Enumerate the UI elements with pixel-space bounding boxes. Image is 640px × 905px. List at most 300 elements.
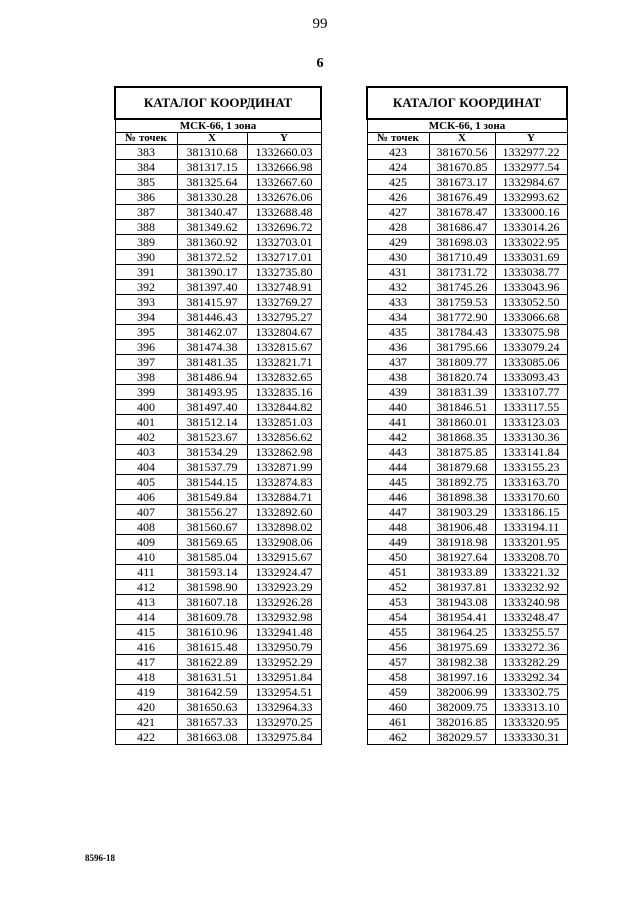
y-coordinate-cell: 1332851.03 — [247, 415, 321, 430]
y-coordinate-cell: 1332703.01 — [247, 235, 321, 250]
catalog-title: КАТАЛОГ КООРДИНАТ — [115, 87, 321, 119]
x-coordinate-cell: 381918.98 — [429, 535, 495, 550]
x-coordinate-cell: 381784.43 — [429, 325, 495, 340]
x-coordinate-cell: 381310.68 — [177, 145, 247, 160]
table-row — [367, 670, 567, 685]
point-number-cell: 454 — [367, 610, 429, 625]
table-row — [115, 580, 321, 595]
x-coordinate-cell: 381860.01 — [429, 415, 495, 430]
point-number-cell: 427 — [367, 205, 429, 220]
x-coordinate-cell: 381745.26 — [429, 280, 495, 295]
x-coordinate-cell: 381556.27 — [177, 505, 247, 520]
y-coordinate-cell: 1333186.15 — [495, 505, 567, 520]
y-coordinate-cell: 1332660.03 — [247, 145, 321, 160]
footer-code: 8596-18 — [85, 853, 115, 863]
y-coordinate-cell: 1333302.75 — [495, 685, 567, 700]
point-number-cell: 433 — [367, 295, 429, 310]
x-coordinate-cell: 381676.49 — [429, 190, 495, 205]
y-coordinate-cell: 1332871.99 — [247, 460, 321, 475]
table-row — [367, 730, 567, 745]
table-body-right — [367, 145, 567, 745]
table-row — [367, 295, 567, 310]
point-number-cell: 390 — [115, 250, 177, 265]
point-number-cell: 396 — [115, 340, 177, 355]
x-coordinate-cell: 381549.84 — [177, 490, 247, 505]
point-number-cell: 425 — [367, 175, 429, 190]
y-coordinate-cell: 1332915.67 — [247, 550, 321, 565]
x-coordinate-cell: 381534.29 — [177, 445, 247, 460]
column-header-y: Y — [495, 133, 567, 145]
table-row — [115, 520, 321, 535]
y-coordinate-cell: 1332804.67 — [247, 325, 321, 340]
table-row — [115, 385, 321, 400]
table-row — [115, 370, 321, 385]
y-coordinate-cell: 1332688.48 — [247, 205, 321, 220]
table-row — [367, 250, 567, 265]
point-number-cell: 462 — [367, 730, 429, 745]
x-coordinate-cell: 381372.52 — [177, 250, 247, 265]
x-coordinate-cell: 381512.14 — [177, 415, 247, 430]
x-coordinate-cell: 381759.53 — [429, 295, 495, 310]
x-coordinate-cell: 381809.77 — [429, 355, 495, 370]
y-coordinate-cell: 1333093.43 — [495, 370, 567, 385]
point-number-cell: 448 — [367, 520, 429, 535]
y-coordinate-cell: 1332932.98 — [247, 610, 321, 625]
x-coordinate-cell: 381650.63 — [177, 700, 247, 715]
point-number-cell: 413 — [115, 595, 177, 610]
point-number-cell: 420 — [115, 700, 177, 715]
y-coordinate-cell: 1332975.84 — [247, 730, 321, 745]
x-coordinate-cell: 381943.08 — [429, 595, 495, 610]
point-number-cell: 460 — [367, 700, 429, 715]
y-coordinate-cell: 1333194.11 — [495, 520, 567, 535]
x-coordinate-cell: 381493.95 — [177, 385, 247, 400]
x-coordinate-cell: 381964.25 — [429, 625, 495, 640]
point-number-cell: 432 — [367, 280, 429, 295]
y-coordinate-cell: 1332977.54 — [495, 160, 567, 175]
x-coordinate-cell: 381615.48 — [177, 640, 247, 655]
point-number-cell: 384 — [115, 160, 177, 175]
y-coordinate-cell: 1332815.67 — [247, 340, 321, 355]
table-row — [115, 145, 321, 160]
point-number-cell: 398 — [115, 370, 177, 385]
x-coordinate-cell: 381610.96 — [177, 625, 247, 640]
point-number-cell: 391 — [115, 265, 177, 280]
x-coordinate-cell: 381903.29 — [429, 505, 495, 520]
x-coordinate-cell: 381593.14 — [177, 565, 247, 580]
point-number-cell: 423 — [367, 145, 429, 160]
point-number-cell: 445 — [367, 475, 429, 490]
y-coordinate-cell: 1332977.22 — [495, 145, 567, 160]
point-number-cell: 404 — [115, 460, 177, 475]
point-number-cell: 452 — [367, 580, 429, 595]
y-coordinate-cell: 1333292.34 — [495, 670, 567, 685]
y-coordinate-cell: 1333052.50 — [495, 295, 567, 310]
x-coordinate-cell: 381663.08 — [177, 730, 247, 745]
point-number-cell: 442 — [367, 430, 429, 445]
y-coordinate-cell: 1332735.80 — [247, 265, 321, 280]
y-coordinate-cell: 1333141.84 — [495, 445, 567, 460]
y-coordinate-cell: 1332941.48 — [247, 625, 321, 640]
x-coordinate-cell: 381622.89 — [177, 655, 247, 670]
point-number-cell: 447 — [367, 505, 429, 520]
x-coordinate-cell: 381544.15 — [177, 475, 247, 490]
x-coordinate-cell: 381657.33 — [177, 715, 247, 730]
table-row — [367, 640, 567, 655]
x-coordinate-cell: 381933.89 — [429, 565, 495, 580]
y-coordinate-cell: 1333232.92 — [495, 580, 567, 595]
point-number-cell: 428 — [367, 220, 429, 235]
point-number-cell: 422 — [115, 730, 177, 745]
y-coordinate-cell: 1332676.06 — [247, 190, 321, 205]
table-row — [367, 565, 567, 580]
x-coordinate-cell: 381585.04 — [177, 550, 247, 565]
y-coordinate-cell: 1333272.36 — [495, 640, 567, 655]
x-coordinate-cell: 381325.64 — [177, 175, 247, 190]
table-row — [367, 160, 567, 175]
table-row — [367, 610, 567, 625]
x-coordinate-cell: 381330.28 — [177, 190, 247, 205]
point-number-cell: 453 — [367, 595, 429, 610]
x-coordinate-cell: 381415.97 — [177, 295, 247, 310]
point-number-cell: 457 — [367, 655, 429, 670]
y-coordinate-cell: 1333170.60 — [495, 490, 567, 505]
x-coordinate-cell: 381820.74 — [429, 370, 495, 385]
section-number: 6 — [316, 56, 324, 71]
x-coordinate-cell: 381462.07 — [177, 325, 247, 340]
table-row — [367, 355, 567, 370]
x-coordinate-cell: 381937.81 — [429, 580, 495, 595]
y-coordinate-cell: 1333038.77 — [495, 265, 567, 280]
x-coordinate-cell: 381954.41 — [429, 610, 495, 625]
column-header-x: X — [429, 133, 495, 145]
x-coordinate-cell: 381569.65 — [177, 535, 247, 550]
table-row — [115, 655, 321, 670]
x-coordinate-cell: 381631.51 — [177, 670, 247, 685]
x-coordinate-cell: 381609.78 — [177, 610, 247, 625]
table-row — [367, 700, 567, 715]
table-row — [367, 535, 567, 550]
column-header-point: № точек — [367, 133, 429, 145]
x-coordinate-cell: 381879.68 — [429, 460, 495, 475]
table-row — [115, 610, 321, 625]
y-coordinate-cell: 1333014.26 — [495, 220, 567, 235]
y-coordinate-cell: 1332952.29 — [247, 655, 321, 670]
y-coordinate-cell: 1333000.16 — [495, 205, 567, 220]
zone-label: МСК-66, 1 зона — [115, 119, 321, 133]
y-coordinate-cell: 1333208.70 — [495, 550, 567, 565]
point-number-cell: 419 — [115, 685, 177, 700]
table-row — [367, 340, 567, 355]
point-number-cell: 430 — [367, 250, 429, 265]
table-row — [367, 475, 567, 490]
y-coordinate-cell: 1333031.69 — [495, 250, 567, 265]
point-number-cell: 401 — [115, 415, 177, 430]
point-number-cell: 437 — [367, 355, 429, 370]
point-number-cell: 461 — [367, 715, 429, 730]
coordinate-table-right — [366, 86, 568, 745]
x-coordinate-cell: 381673.17 — [429, 175, 495, 190]
table-row — [115, 550, 321, 565]
y-coordinate-cell: 1332835.16 — [247, 385, 321, 400]
x-coordinate-cell: 381875.85 — [429, 445, 495, 460]
point-number-cell: 388 — [115, 220, 177, 235]
x-coordinate-cell: 381486.94 — [177, 370, 247, 385]
y-coordinate-cell: 1333313.10 — [495, 700, 567, 715]
table-row — [115, 175, 321, 190]
point-number-cell: 412 — [115, 580, 177, 595]
y-coordinate-cell: 1333330.31 — [495, 730, 567, 745]
x-coordinate-cell: 382009.75 — [429, 700, 495, 715]
table-row — [367, 595, 567, 610]
table-row — [367, 505, 567, 520]
table-row — [367, 685, 567, 700]
x-coordinate-cell: 381560.67 — [177, 520, 247, 535]
table-row — [115, 205, 321, 220]
point-number-cell: 421 — [115, 715, 177, 730]
x-coordinate-cell: 381678.47 — [429, 205, 495, 220]
y-coordinate-cell: 1333248.47 — [495, 610, 567, 625]
column-header-x: X — [177, 133, 247, 145]
y-coordinate-cell: 1332667.60 — [247, 175, 321, 190]
y-coordinate-cell: 1333163.70 — [495, 475, 567, 490]
x-coordinate-cell: 381446.43 — [177, 310, 247, 325]
point-number-cell: 407 — [115, 505, 177, 520]
table-row — [367, 460, 567, 475]
table-row — [115, 595, 321, 610]
y-coordinate-cell: 1332926.28 — [247, 595, 321, 610]
point-number-cell: 429 — [367, 235, 429, 250]
x-coordinate-cell: 382016.85 — [429, 715, 495, 730]
x-coordinate-cell: 381340.47 — [177, 205, 247, 220]
table-row — [115, 475, 321, 490]
point-number-cell: 436 — [367, 340, 429, 355]
y-coordinate-cell: 1332832.65 — [247, 370, 321, 385]
y-coordinate-cell: 1332696.72 — [247, 220, 321, 235]
point-number-cell: 451 — [367, 565, 429, 580]
y-coordinate-cell: 1333022.95 — [495, 235, 567, 250]
point-number-cell: 385 — [115, 175, 177, 190]
table-row — [115, 355, 321, 370]
y-coordinate-cell: 1333155.23 — [495, 460, 567, 475]
table-row — [367, 280, 567, 295]
x-coordinate-cell: 381892.75 — [429, 475, 495, 490]
x-coordinate-cell: 381731.72 — [429, 265, 495, 280]
point-number-cell: 424 — [367, 160, 429, 175]
column-header-y: Y — [247, 133, 321, 145]
y-coordinate-cell: 1332666.98 — [247, 160, 321, 175]
x-coordinate-cell: 381906.48 — [429, 520, 495, 535]
y-coordinate-cell: 1333320.95 — [495, 715, 567, 730]
y-coordinate-cell: 1333117.55 — [495, 400, 567, 415]
x-coordinate-cell: 382029.57 — [429, 730, 495, 745]
x-coordinate-cell: 381537.79 — [177, 460, 247, 475]
table-row — [115, 190, 321, 205]
table-row — [367, 220, 567, 235]
page-number: 99 — [312, 16, 328, 32]
x-coordinate-cell: 382006.99 — [429, 685, 495, 700]
point-number-cell: 400 — [115, 400, 177, 415]
point-number-cell: 383 — [115, 145, 177, 160]
x-coordinate-cell: 381982.38 — [429, 655, 495, 670]
y-coordinate-cell: 1332874.83 — [247, 475, 321, 490]
y-coordinate-cell: 1333255.57 — [495, 625, 567, 640]
x-coordinate-cell: 381474.38 — [177, 340, 247, 355]
point-number-cell: 403 — [115, 445, 177, 460]
table-row — [115, 295, 321, 310]
point-number-cell: 438 — [367, 370, 429, 385]
table-row — [115, 265, 321, 280]
x-coordinate-cell: 381642.59 — [177, 685, 247, 700]
point-number-cell: 409 — [115, 535, 177, 550]
y-coordinate-cell: 1333107.77 — [495, 385, 567, 400]
table-row — [115, 340, 321, 355]
x-coordinate-cell: 381397.40 — [177, 280, 247, 295]
x-coordinate-cell: 381831.39 — [429, 385, 495, 400]
table-row — [367, 715, 567, 730]
x-coordinate-cell: 381846.51 — [429, 400, 495, 415]
x-coordinate-cell: 381481.35 — [177, 355, 247, 370]
table-row — [115, 235, 321, 250]
y-coordinate-cell: 1333201.95 — [495, 535, 567, 550]
point-number-cell: 399 — [115, 385, 177, 400]
table-row — [115, 700, 321, 715]
y-coordinate-cell: 1332862.98 — [247, 445, 321, 460]
x-coordinate-cell: 381868.35 — [429, 430, 495, 445]
point-number-cell: 387 — [115, 205, 177, 220]
table-row — [367, 400, 567, 415]
table-row — [115, 490, 321, 505]
point-number-cell: 402 — [115, 430, 177, 445]
table-row — [367, 145, 567, 160]
point-number-cell: 450 — [367, 550, 429, 565]
y-coordinate-cell: 1332993.62 — [495, 190, 567, 205]
table-row — [367, 550, 567, 565]
y-coordinate-cell: 1332884.71 — [247, 490, 321, 505]
point-number-cell: 458 — [367, 670, 429, 685]
y-coordinate-cell: 1332984.67 — [495, 175, 567, 190]
point-number-cell: 397 — [115, 355, 177, 370]
table-row — [367, 205, 567, 220]
table-row — [115, 160, 321, 175]
table-row — [115, 415, 321, 430]
x-coordinate-cell: 381795.66 — [429, 340, 495, 355]
point-number-cell: 392 — [115, 280, 177, 295]
y-coordinate-cell: 1332795.27 — [247, 310, 321, 325]
y-coordinate-cell: 1333043.96 — [495, 280, 567, 295]
x-coordinate-cell: 381598.90 — [177, 580, 247, 595]
table-row — [115, 400, 321, 415]
point-number-cell: 449 — [367, 535, 429, 550]
table-row — [367, 325, 567, 340]
catalog-title: КАТАЛОГ КООРДИНАТ — [367, 87, 567, 119]
table-row — [367, 370, 567, 385]
y-coordinate-cell: 1333221.32 — [495, 565, 567, 580]
table-row — [115, 280, 321, 295]
point-number-cell: 405 — [115, 475, 177, 490]
table-row — [115, 640, 321, 655]
point-number-cell: 406 — [115, 490, 177, 505]
point-number-cell: 443 — [367, 445, 429, 460]
y-coordinate-cell: 1333079.24 — [495, 340, 567, 355]
table-row — [115, 430, 321, 445]
point-number-cell: 455 — [367, 625, 429, 640]
table-row — [115, 565, 321, 580]
table-row — [367, 265, 567, 280]
point-number-cell: 456 — [367, 640, 429, 655]
x-coordinate-cell: 381710.49 — [429, 250, 495, 265]
table-row — [115, 460, 321, 475]
x-coordinate-cell: 381670.85 — [429, 160, 495, 175]
table-row — [367, 415, 567, 430]
table-row — [115, 220, 321, 235]
column-header-point: № точек — [115, 133, 177, 145]
point-number-cell: 446 — [367, 490, 429, 505]
x-coordinate-cell: 381523.67 — [177, 430, 247, 445]
table-row — [367, 190, 567, 205]
point-number-cell: 418 — [115, 670, 177, 685]
y-coordinate-cell: 1332717.01 — [247, 250, 321, 265]
x-coordinate-cell: 381698.03 — [429, 235, 495, 250]
point-number-cell: 408 — [115, 520, 177, 535]
table-row — [367, 175, 567, 190]
point-number-cell: 431 — [367, 265, 429, 280]
table-row — [115, 670, 321, 685]
y-coordinate-cell: 1333066.68 — [495, 310, 567, 325]
point-number-cell: 416 — [115, 640, 177, 655]
x-coordinate-cell: 381772.90 — [429, 310, 495, 325]
x-coordinate-cell: 381497.40 — [177, 400, 247, 415]
point-number-cell: 459 — [367, 685, 429, 700]
table-row — [367, 235, 567, 250]
point-number-cell: 410 — [115, 550, 177, 565]
y-coordinate-cell: 1332844.82 — [247, 400, 321, 415]
x-coordinate-cell: 381360.92 — [177, 235, 247, 250]
table-row — [367, 430, 567, 445]
y-coordinate-cell: 1332748.91 — [247, 280, 321, 295]
x-coordinate-cell: 381997.16 — [429, 670, 495, 685]
y-coordinate-cell: 1333282.29 — [495, 655, 567, 670]
y-coordinate-cell: 1332954.51 — [247, 685, 321, 700]
y-coordinate-cell: 1332964.33 — [247, 700, 321, 715]
point-number-cell: 440 — [367, 400, 429, 415]
y-coordinate-cell: 1332856.62 — [247, 430, 321, 445]
y-coordinate-cell: 1333123.03 — [495, 415, 567, 430]
table-row — [115, 445, 321, 460]
table-row — [115, 250, 321, 265]
x-coordinate-cell: 381898.38 — [429, 490, 495, 505]
y-coordinate-cell: 1332898.02 — [247, 520, 321, 535]
y-coordinate-cell: 1333075.98 — [495, 325, 567, 340]
y-coordinate-cell: 1333130.36 — [495, 430, 567, 445]
table-row — [115, 685, 321, 700]
table-row — [115, 715, 321, 730]
table-row — [367, 310, 567, 325]
point-number-cell: 411 — [115, 565, 177, 580]
point-number-cell: 441 — [367, 415, 429, 430]
y-coordinate-cell: 1332908.06 — [247, 535, 321, 550]
point-number-cell: 393 — [115, 295, 177, 310]
x-coordinate-cell: 381975.69 — [429, 640, 495, 655]
x-coordinate-cell: 381390.17 — [177, 265, 247, 280]
point-number-cell: 394 — [115, 310, 177, 325]
point-number-cell: 415 — [115, 625, 177, 640]
table-row — [367, 520, 567, 535]
x-coordinate-cell: 381670.56 — [429, 145, 495, 160]
table-body-left — [115, 145, 321, 745]
y-coordinate-cell: 1332821.71 — [247, 355, 321, 370]
x-coordinate-cell: 381686.47 — [429, 220, 495, 235]
